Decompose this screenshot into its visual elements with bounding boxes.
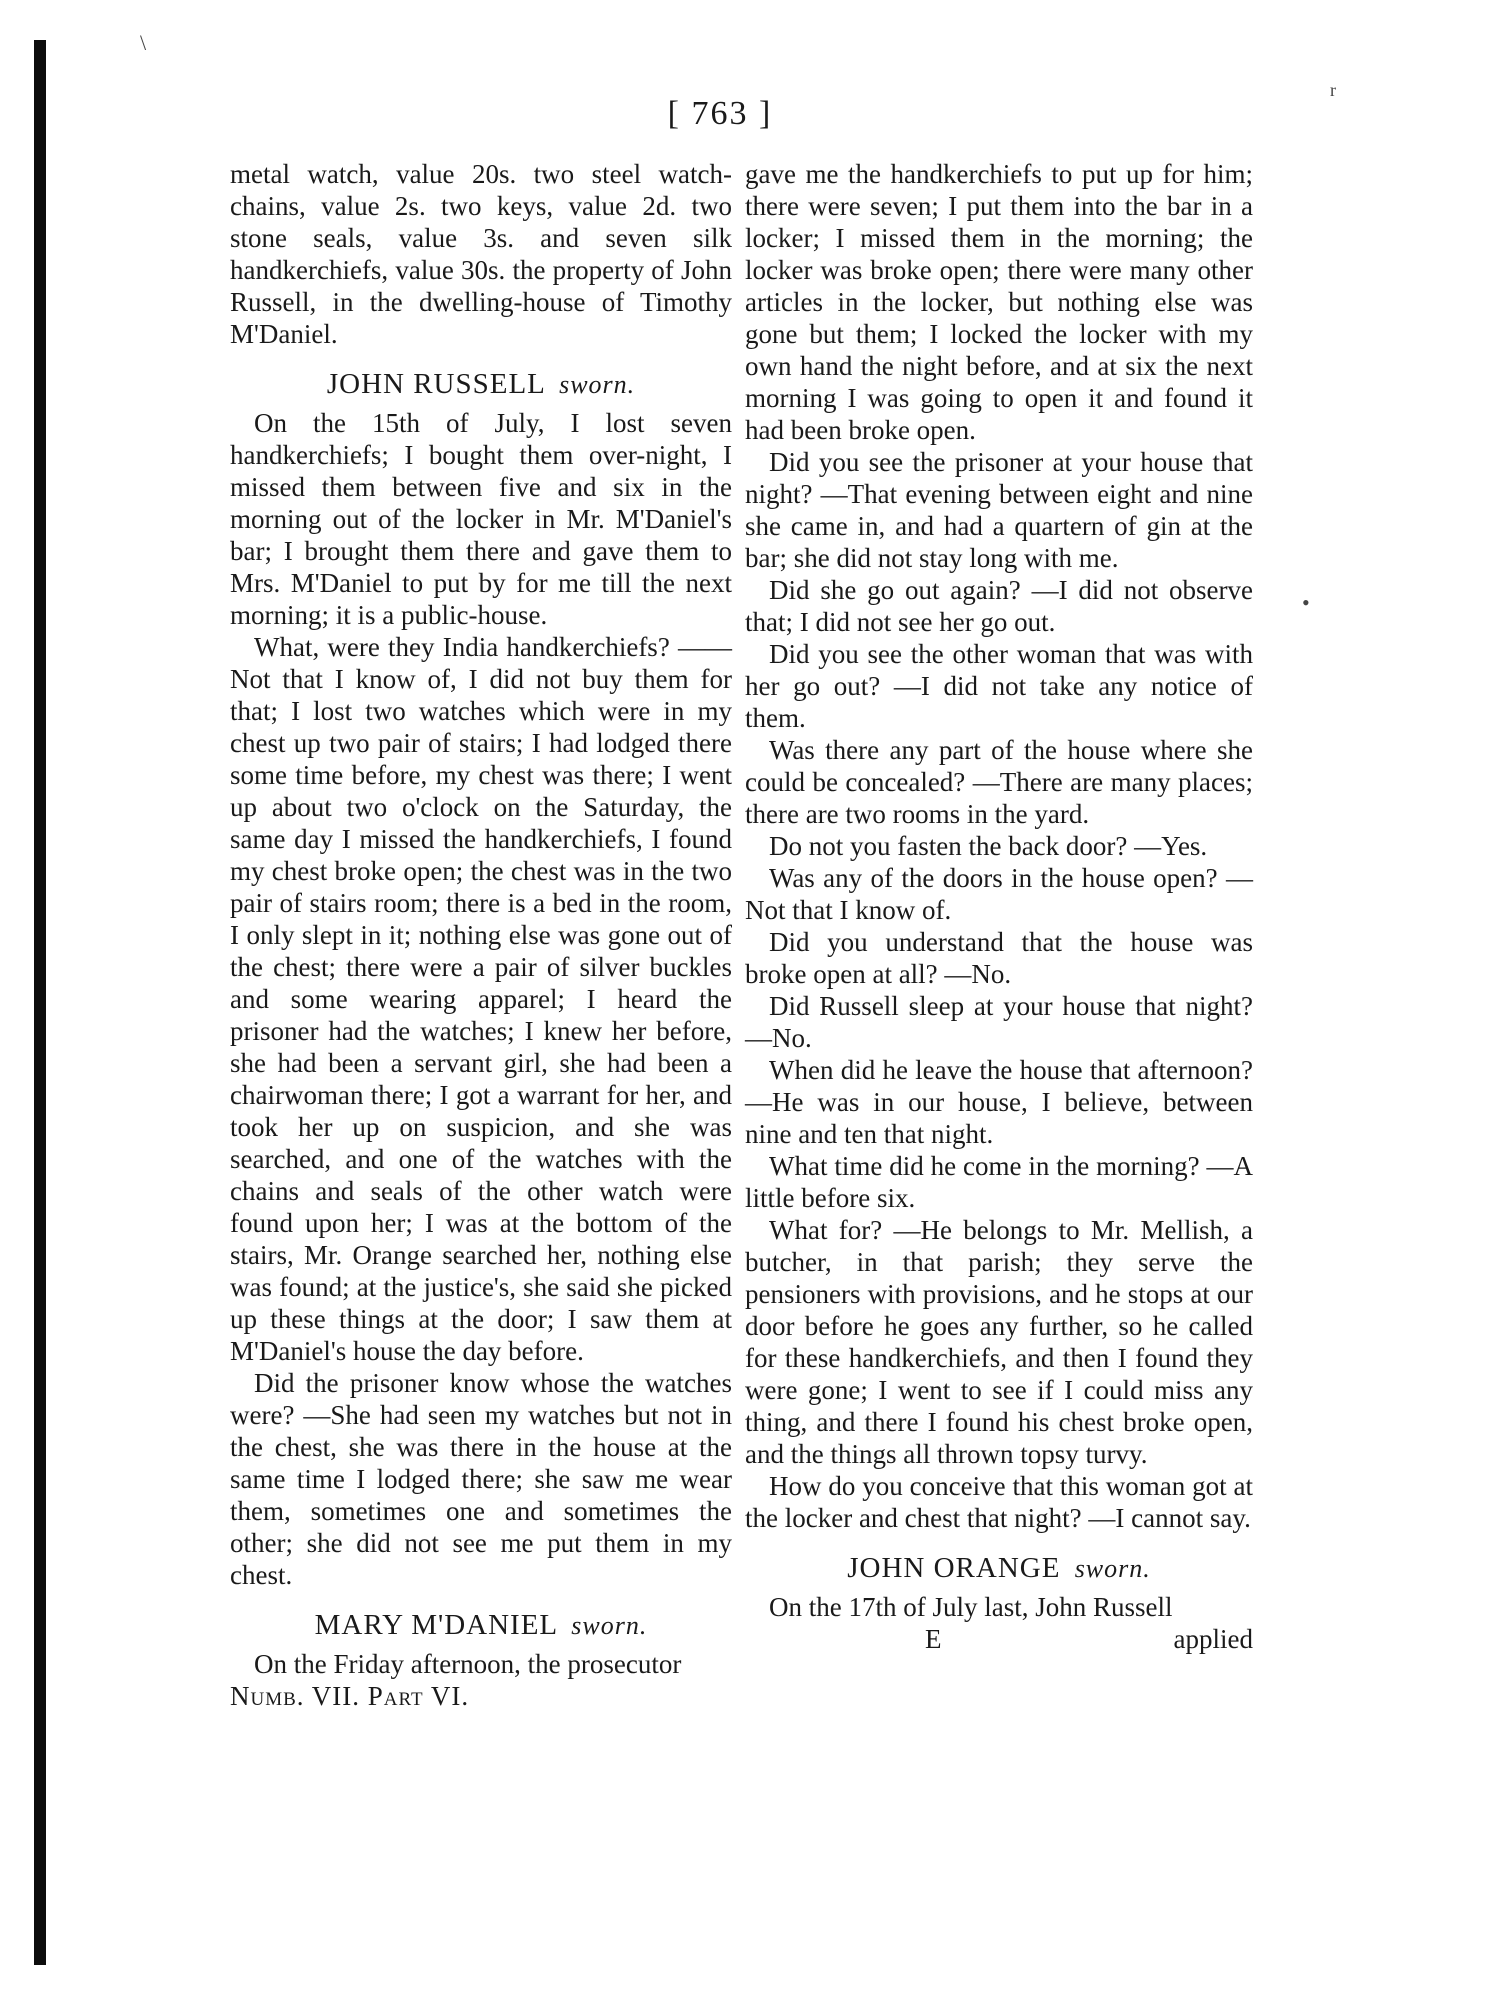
testimony-paragraph: On the 17th of July last, John Russell [769,1592,1173,1622]
left-column [230,158,732,1712]
testimony-paragraph: gave me the handkerchiefs to put up for him; there were seven; I put them into the bar in a locker; I missed them in the morning; the locker was broke open; there were many other articles in the locker, but nothing else was gone but them; I locked the locker with my own hand the night before, and at six the next morning I was going to open it and found it had been broke open. [745,159,1253,445]
testimony-paragraph: Did you see the other woman that was with her go out? —I did not take any notice of them. [745,639,1253,733]
witness-name: JOHN ORANGE [847,1552,1061,1584]
intro-paragraph: metal watch, value 20s. two steel watch-chains, value 2s. two keys, value 2d. two stone seals, value 3s. and seven silk handkerchiefs, value 30s. the property of John Russell, in the dwelling-house of Timothy M'Daniel. [230,159,732,349]
testimony-paragraph: Do not you fasten the back door? —Yes. [769,831,1208,861]
testimony-paragraph: Did she go out again? —I did not observe that; I did not see her go out. [745,575,1253,637]
sworn-label: sworn. [559,370,636,399]
testimony-paragraph: How do you conceive that this woman got at the locker and chest that night? —I cannot say. [745,1471,1253,1533]
sworn-label: sworn. [571,1611,648,1640]
catchword: applied [1173,1624,1253,1654]
testimony-paragraph: When did he leave the house that afternoon? —He was in our house, I believe, between nine and ten that night. [745,1055,1253,1149]
testimony-paragraph: Did Russell sleep at your house that night? —No. [745,991,1253,1053]
page-number: [ 763 ] [667,95,773,132]
witness-name: MARY M'DANIEL [314,1609,558,1641]
testimony-paragraph: Did you understand that the house was broke open at all? —No. [745,927,1253,989]
witness-heading [230,368,732,401]
witness-heading [745,1552,1253,1585]
footer-row [745,1623,1253,1655]
testimony-paragraph: On the Friday afternoon, the prosecutor [254,1649,682,1679]
testimony-paragraph: Was any of the doors in the house open? —Not that I know of. [745,863,1253,925]
signature-line [230,1680,732,1712]
scan-speck: r [1330,80,1336,100]
scan-speck: • [1302,590,1310,615]
sworn-label: sworn. [1074,1554,1151,1583]
scan-margin-edge [34,40,46,1965]
scan-speck: \ [140,30,147,55]
witness-name: JOHN RUSSELL [326,368,545,400]
testimony-paragraph: Was there any part of the house where she could be concealed? —There are many places; there are two rooms in the yard. [745,735,1253,829]
testimony-paragraph: Did the prisoner know whose the watches were? —She had seen my watches but not in the chest, she was there in the house at the same time I lodged there; she saw me wear them, sometimes one and sometimes the other; she did not see me put them in my chest. [230,1368,732,1590]
testimony-paragraph: On the 15th of July, I lost seven handkerchiefs; I bought them over-night, I missed them between five and six in the morning out of the locker in Mr. M'Daniel's bar; I brought them there and gave them to Mrs. M'Daniel to put by for me till the next morning; it is a public-house. [230,408,732,630]
signature-letter: E [925,1624,942,1654]
testimony-paragraph: What, were they India handkerchiefs? ——Not that I know of, I did not buy them for that; I lost two watches which were in my chest up two pair of stairs; I had lodged there some time before, my chest was there; I went up about two o'clock on the Saturday, the same day I missed the handkerchiefs, I found my chest broke open; the chest was in the two pair of stairs room; there is a bed in the room, I only slept in it; nothing else was gone out of the chest; there were a pair of silver buckles and some wearing apparel; I heard the prisoner had the watches; I knew her before, she had been a servant girl, she had been a chairwoman there; I got a warrant for her, and took her up on suspicion, and she was searched, and one of the watches with the chains and seals of the other watch were found upon her; I was at the bottom of the stairs, Mr. Orange searched her, nothing else was found; at the justice's, she said she picked up these things at the door; I saw them at M'Daniel's house the day before. [230,632,732,1366]
testimony-paragraph: Did you see the prisoner at your house that night? —That evening between eight and nine she came in, and had a quartern of gin at the bar; she did not stay long with me. [745,447,1253,573]
right-column [745,158,1253,1655]
testimony-paragraph: What for? —He belongs to Mr. Mellish, a butcher, in that parish; they serve the pensioners with provisions, and he stops at our door before he goes any further, so he called for these handkerchiefs, and then I found they were gone; I went to see if I could miss any thing, and there I found his chest broke open, and the things all thrown topsy turvy. [745,1215,1253,1469]
signature-mark: Numb. VII. Part VI. [230,1681,470,1711]
witness-heading [230,1609,732,1642]
testimony-paragraph: What time did he come in the morning? —A little before six. [745,1151,1253,1213]
